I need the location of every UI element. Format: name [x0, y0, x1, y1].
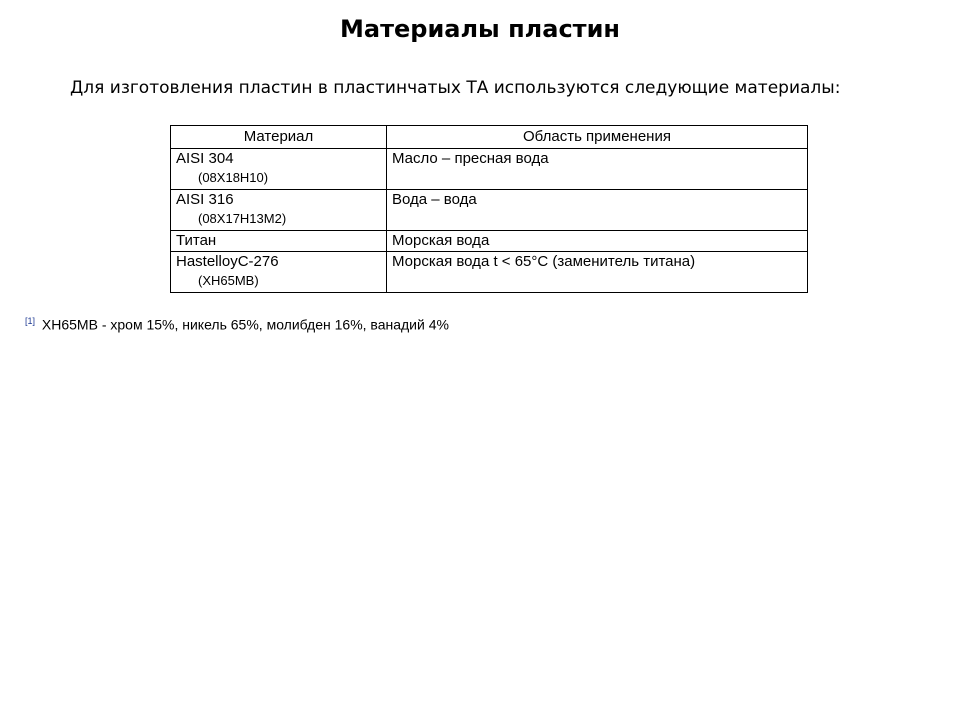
- application-cell: [387, 149, 808, 190]
- table-row: [171, 252, 808, 293]
- material-name: HastelloyC-276: [176, 253, 279, 270]
- application-cell: [387, 190, 808, 231]
- material-cell: [171, 190, 387, 231]
- material-cell: [171, 231, 387, 252]
- table-row: [171, 231, 808, 252]
- footnote-text: ХН65МВ - хром 15%, никель 65%, молибден 16%, ванадий 4%: [41, 316, 449, 333]
- header-application: Область применения: [387, 126, 808, 149]
- slide-title: Материалы пластин: [340, 15, 620, 43]
- material-name: Титан: [176, 232, 217, 249]
- header-material: Материал: [171, 126, 387, 149]
- footnote: [25, 312, 449, 334]
- footnote-ref-link[interactable]: [1]: [25, 316, 36, 326]
- application-text: Морская вода t < 65°C (заменитель титана): [392, 253, 696, 270]
- application-text: Вода – вода: [392, 191, 477, 208]
- table-header-row: [171, 126, 808, 149]
- application-cell: [387, 252, 808, 293]
- materials-table: [170, 125, 808, 293]
- material-name: AISI 304: [176, 150, 234, 167]
- application-text: Масло – пресная вода: [392, 150, 549, 167]
- application-text: Морская вода: [392, 232, 490, 249]
- material-cell: [171, 149, 387, 190]
- material-code: (ХН65МВ): [198, 273, 259, 288]
- material-name: AISI 316: [176, 191, 234, 208]
- material-code: (08Х18Н10): [198, 170, 269, 185]
- application-cell: [387, 231, 808, 252]
- material-cell: [171, 252, 387, 293]
- table-row: [171, 190, 808, 231]
- table-row: [171, 149, 808, 190]
- intro-text: Для изготовления пластин в пластинчатых ТА используются следующие материалы:: [70, 78, 841, 98]
- material-code: (08Х17Н13М2): [198, 211, 287, 226]
